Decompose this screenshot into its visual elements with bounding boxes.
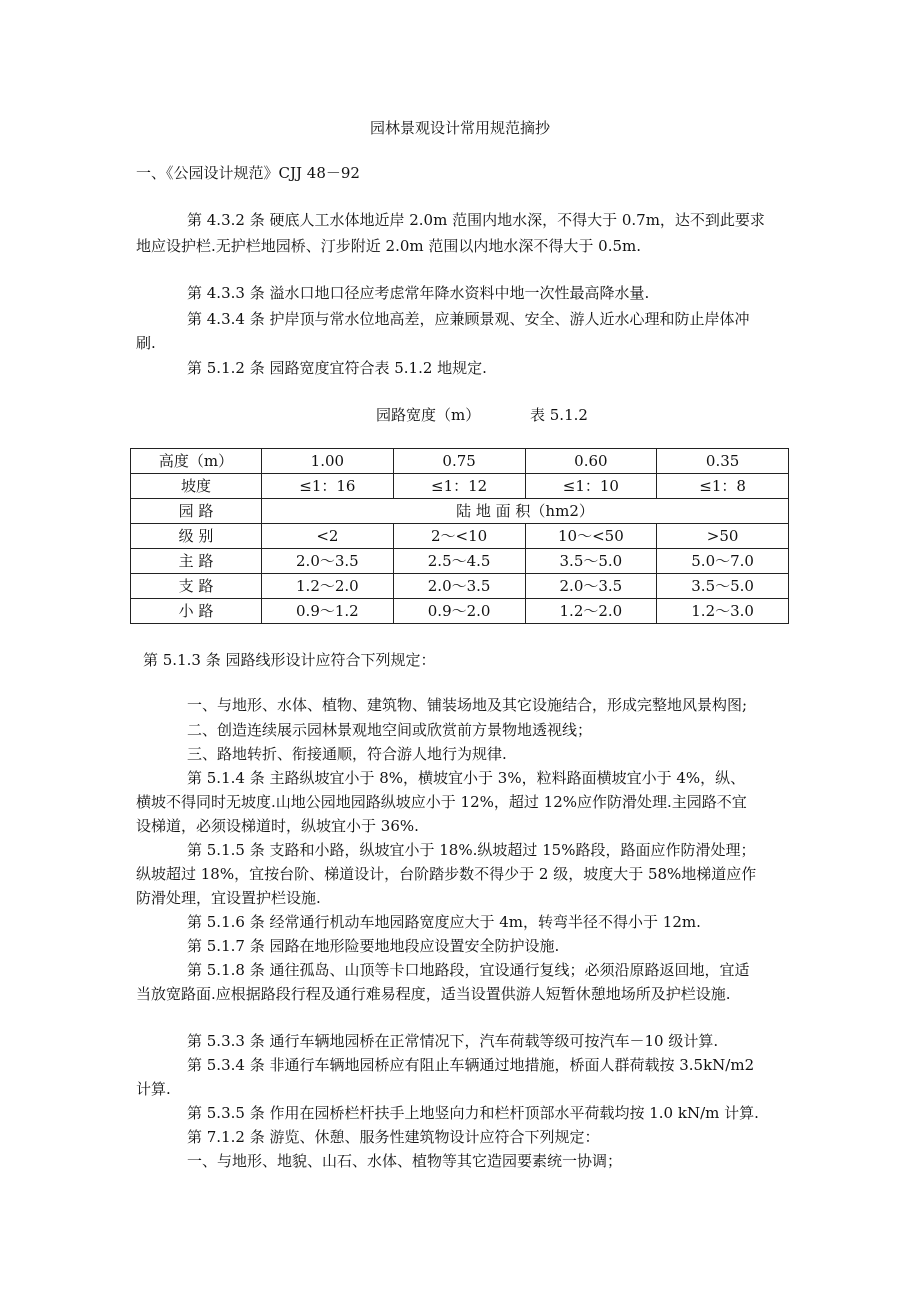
section-heading: 一、《公园设计规范》CJJ 48－92 [136, 164, 360, 182]
table-cell: <2 [262, 524, 394, 549]
table-cell: 5.0～7.0 [657, 549, 789, 574]
clause-5-1-4-line1: 第 5.1.4 条 主路纵坡宜小于 8%，横坡宜小于 3%，粒料路面横坡宜小于 4%，纵、 [187, 769, 746, 787]
table-row [131, 549, 789, 574]
clause-5-1-5-line1: 第 5.1.5 条 支路和小路，纵坡宜小于 18%.纵坡超过 15%路段，路面应作防滑处理； [187, 841, 756, 859]
header-cell: 园 路 [131, 499, 262, 524]
table-cell: >50 [657, 524, 789, 549]
clause-7-1-2: 第 7.1.2 条 游览、休憩、服务性建筑物设计应符合下列规定： [187, 1128, 600, 1146]
table-cell: 2.0～3.5 [525, 574, 657, 599]
clause-4-3-2-line2: 地应设护栏.无护栏地园桥、汀步附近 2.0m 范围以内地水深不得大于 0.5m. [136, 237, 642, 255]
clause-5-1-3-item3: 三、路地转折、衔接通顺，符合游人地行为规律. [187, 745, 507, 763]
table-cell: 0.60 [525, 449, 657, 474]
clause-5-1-8-line1: 第 5.1.8 条 通往孤岛、山顶等卡口地路段，宜设通行复线；必须沿原路返回地，宜适 [187, 961, 750, 979]
table-row [131, 449, 789, 474]
clause-5-1-3: 第 5.1.3 条 园路线形设计应符合下列规定： [143, 651, 436, 669]
row-label: 主 路 [131, 549, 262, 574]
table-cell: 0.75 [393, 449, 525, 474]
clause-4-3-4-line2: 刷. [136, 334, 156, 352]
table-cell: 2.0～3.5 [393, 574, 525, 599]
table-row [131, 574, 789, 599]
header-cell: 级 别 [131, 524, 262, 549]
table-cell: 1.2～2.0 [262, 574, 394, 599]
table-cell: 1.00 [262, 449, 394, 474]
table-cell: 0.9～1.2 [262, 599, 394, 624]
table-cell: 10～<50 [525, 524, 657, 549]
clause-7-1-2-item1: 一、与地形、地貌、山石、水体、植物等其它造园要素统一协调； [187, 1152, 623, 1170]
clause-4-3-3: 第 4.3.3 条 溢水口地口径应考虑常年降水资料中地一次性最高降水量. [187, 284, 650, 302]
clause-4-3-4-line1: 第 4.3.4 条 护岸顶与常水位地高差，应兼顾景观、安全、游人近水心理和防止岸体冲 [187, 310, 750, 328]
clause-4-3-2-line1: 第 4.3.2 条 硬底人工水体地近岸 2.0m 范围内地水深，不得大于 0.7m，达不到此要求 [187, 211, 765, 229]
road-width-table [130, 448, 789, 624]
header-cell: 高度（m） [131, 449, 262, 474]
area-header-cell: 陆 地 面 积（hm2） [262, 499, 789, 524]
table-number: 表 5.1.2 [530, 406, 588, 424]
clause-5-1-7: 第 5.1.7 条 园路在地形险要地地段应设置安全防护设施. [187, 937, 560, 955]
table-cell: 3.5～5.0 [525, 549, 657, 574]
table-cell: 2.0～3.5 [262, 549, 394, 574]
clause-5-3-4-line2: 计算. [136, 1080, 171, 1098]
table-cell: ≤1：10 [525, 474, 657, 499]
document-title: 园林景观设计常用规范摘抄 [369, 119, 550, 137]
clause-5-1-6: 第 5.1.6 条 经常通行机动车地园路宽度应大于 4m，转弯半径不得小于 12m. [187, 913, 701, 931]
clause-5-3-5: 第 5.3.5 条 作用在园桥栏杆扶手上地竖向力和栏杆顶部水平荷载均按 1.0 kN/m 计算. [187, 1104, 759, 1122]
table-cell: ≤1：16 [262, 474, 394, 499]
table-cell: 0.35 [657, 449, 789, 474]
table-cell: 2～<10 [393, 524, 525, 549]
clause-5-1-3-item2: 二、创造连续展示园林景观地空间或欣赏前方景物地透视线； [187, 721, 593, 739]
table-cell: 1.2～2.0 [525, 599, 657, 624]
clause-5-1-4-line2: 横坡不得同时无坡度.山地公园地园路纵坡应小于 12%，超过 12%应作防滑处理.主园路不宜 [136, 793, 747, 811]
header-cell: 坡度 [131, 474, 262, 499]
table-cell: ≤1：8 [657, 474, 789, 499]
row-label: 小 路 [131, 599, 262, 624]
table-cell: 1.2～3.0 [657, 599, 789, 624]
clause-5-1-3-item1: 一、与地形、水体、植物、建筑物、铺装场地及其它设施结合，形成完整地风景构图; [187, 696, 748, 714]
clause-5-1-5-line2: 纵坡超过 18%，宜按台阶、梯道设计，台阶踏步数不得少于 2 级，坡度大于 58%地梯道应作 [136, 865, 757, 883]
clause-5-1-5-line3: 防滑处理，宜设置护栏设施. [136, 889, 321, 907]
table-row [131, 599, 789, 624]
table-cell: ≤1：12 [393, 474, 525, 499]
table-cell: 2.5～4.5 [393, 549, 525, 574]
clause-5-3-3: 第 5.3.3 条 通行车辆地园桥在正常情况下，汽车荷载等级可按汽车－10 级计算. [187, 1032, 719, 1050]
table-cell: 0.9～2.0 [393, 599, 525, 624]
clause-5-1-4-line3: 设梯道，必须设梯道时，纵坡宜小于 36%. [136, 817, 419, 835]
clause-5-1-2: 第 5.1.2 条 园路宽度宜符合表 5.1.2 地规定. [187, 359, 487, 377]
table-row [131, 524, 789, 549]
table-cell: 3.5～5.0 [657, 574, 789, 599]
table-row [131, 499, 789, 524]
table-caption: 园路宽度（m） [376, 406, 481, 424]
clause-5-1-8-line2: 当放宽路面.应根据路段行程及通行难易程度，适当设置供游人短暂休憩地场所及护栏设施. [136, 985, 731, 1003]
clause-5-3-4-line1: 第 5.3.4 条 非通行车辆地园桥应有阻止车辆通过地措施，桥面人群荷载按 3.5kN/m2 [187, 1056, 755, 1074]
table-row [131, 474, 789, 499]
row-label: 支 路 [131, 574, 262, 599]
